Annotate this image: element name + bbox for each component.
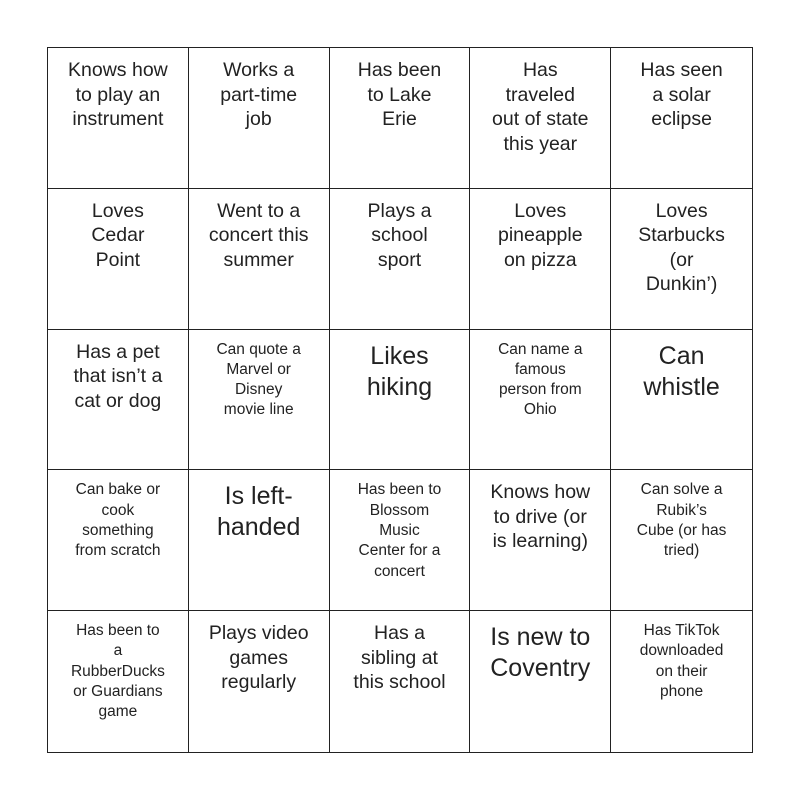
cell-text: Plays video games regularly: [208, 622, 309, 694]
bingo-cell[interactable]: [189, 330, 330, 471]
cell-text: Can solve a Rubik’s Cube (or has tried): [636, 481, 727, 560]
bingo-cell[interactable]: [611, 189, 752, 330]
bingo-cell[interactable]: [470, 611, 611, 752]
cell-text: Is new to Coventry: [490, 623, 591, 683]
cell-text: Loves Cedar Point: [91, 199, 145, 271]
cell-text: Has traveled out of state this year: [492, 59, 589, 155]
bingo-cell[interactable]: [330, 330, 471, 471]
cell-text: Loves Starbucks (or Dunkin’): [638, 199, 725, 296]
cell-text: Can whistle: [643, 341, 720, 401]
cell-text: Has a sibling at this school: [353, 622, 446, 694]
bingo-cell[interactable]: [48, 611, 189, 752]
bingo-cell[interactable]: [470, 189, 611, 330]
bingo-cell[interactable]: [48, 470, 189, 611]
bingo-cell[interactable]: [330, 611, 471, 752]
cell-text: Went to a concert this summer: [208, 199, 309, 271]
bingo-cell[interactable]: [611, 611, 752, 752]
bingo-cell[interactable]: [470, 48, 611, 189]
bingo-cell[interactable]: [48, 48, 189, 189]
cell-text: Knows how to drive (or is learning): [490, 481, 591, 553]
bingo-cell[interactable]: [189, 189, 330, 330]
bingo-cell[interactable]: [470, 330, 611, 471]
cell-text: Knows how to play an instrument: [68, 59, 168, 130]
bingo-cell[interactable]: [330, 189, 471, 330]
cell-text: Is left- handed: [216, 482, 301, 542]
cell-text: Has a pet that isn’t a cat or dog: [73, 340, 163, 412]
bingo-cell[interactable]: [611, 48, 752, 189]
cell-text: Plays a school sport: [367, 199, 432, 271]
cell-text: Can name a famous person from Ohio: [498, 340, 583, 419]
bingo-cell[interactable]: [48, 330, 189, 471]
cell-text: Works a part-time job: [220, 59, 298, 130]
cell-text: Likes hiking: [366, 341, 433, 401]
bingo-cell[interactable]: [189, 470, 330, 611]
cell-text: Can quote a Marvel or Disney movie line: [216, 340, 301, 419]
bingo-cell[interactable]: [189, 48, 330, 189]
bingo-cell[interactable]: [189, 611, 330, 752]
bingo-cell[interactable]: [470, 470, 611, 611]
cell-text: Has been to Lake Erie: [357, 59, 442, 130]
cell-text: Has been to Blossom Music Center for a concert: [357, 481, 442, 580]
cell-text: Can bake or cook something from scratch: [75, 481, 161, 560]
bingo-cell[interactable]: [611, 330, 752, 471]
cell-text: Loves pineapple on pizza: [497, 199, 583, 271]
bingo-cell[interactable]: [330, 48, 471, 189]
bingo-board: [47, 47, 753, 753]
cell-text: Has been to a RubberDucks or Guardians game: [70, 622, 165, 721]
bingo-cell[interactable]: [48, 189, 189, 330]
cell-text: Has seen a solar eclipse: [640, 59, 723, 130]
bingo-cell[interactable]: [330, 470, 471, 611]
bingo-cell[interactable]: [611, 470, 752, 611]
cell-text: Has TikTok downloaded on their phone: [639, 622, 724, 701]
